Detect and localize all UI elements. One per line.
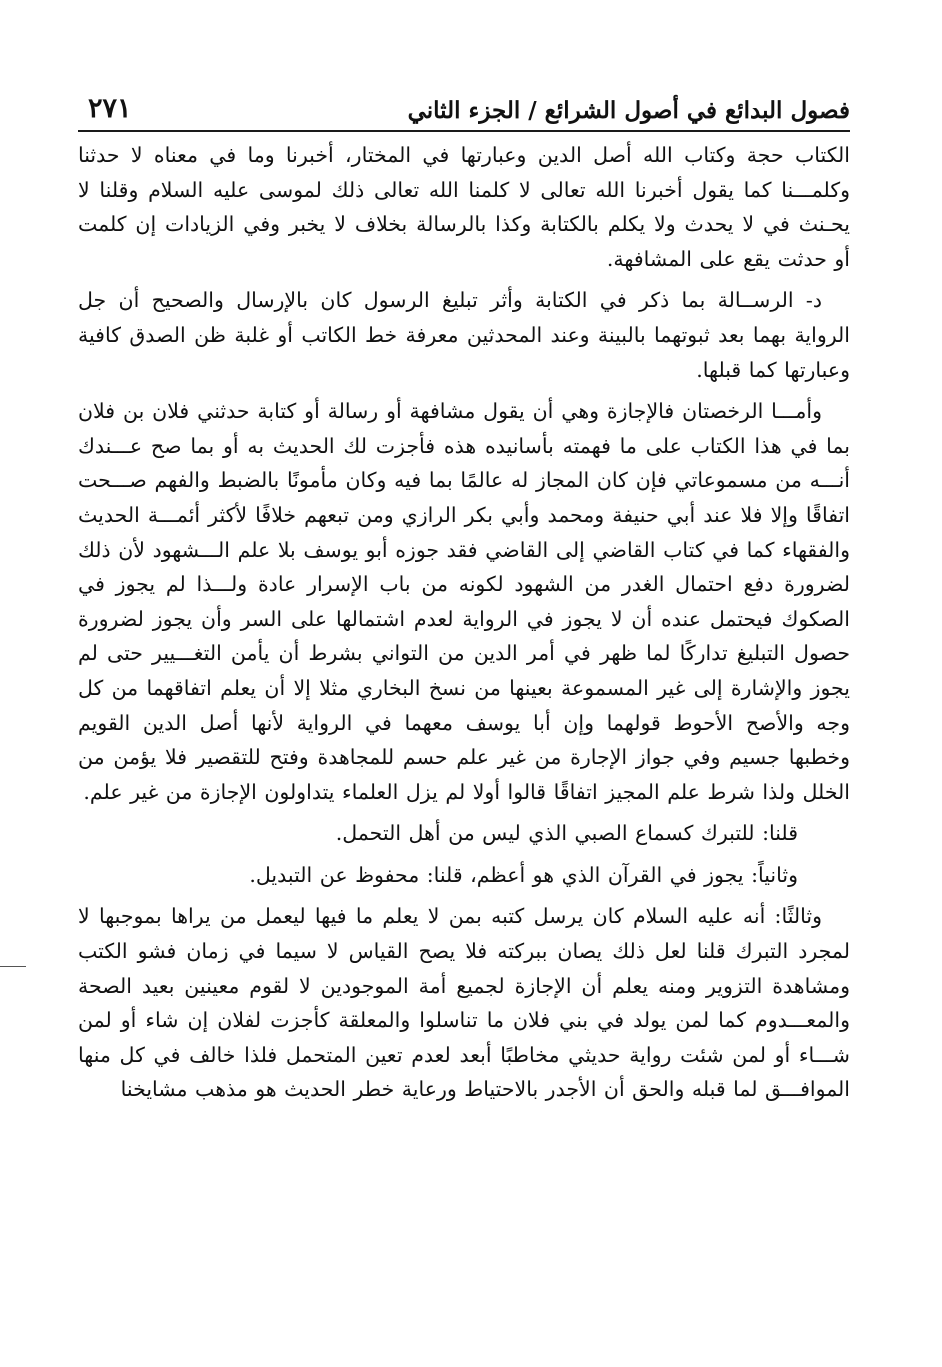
page-number: ٢٧١ — [88, 93, 132, 124]
paragraph-1: الكتاب حجة وكتاب الله أصل الدين وعبارتها في المختار، أخبرنا وما في معناه لا حدثنا وكلمـــنا كما يقول أخبرنا الله تعالى لا كلمنا الله تعالى ذلك لموسى عليه السلام وقلنا لا يحـنث في لا يحدث ولا يكلم بالكتابة وكذا بالرسالة بخلاف لا يخبر وفي الزيادات إن كلمت أو حدثت يقع على المشافهة. — [78, 143, 850, 271]
body-text — [78, 132, 850, 1107]
page — [78, 86, 850, 1356]
margin-rule — [0, 966, 26, 967]
paragraph-2: د- الرســالة بما ذكر في الكتابة وأثر تبليغ الرسول كان بالإرسال والصحيح أن جل الرواية بهما بعد ثبوتهما بالبينة وعند المحدثين معرفة خط الكاتب أو غلبة ظن الصدق كافية وعبارتها كما قبلها. — [78, 288, 850, 382]
page-header — [78, 86, 850, 132]
paragraph-3: وأمـــا الرخصتان فالإجازة وهي أن يقول مشافهة أو رسالة أو كتابة حدثني فلان بن فلان بما في هذا الكتاب على ما فهمته بأسانيده هذه فأجزت لك الحديث به أو بما صح عـــندك أنـــه من مسموعاتي فإن كان المجاز له عالمًا بما فيه وكان مأمونًا بالضبط والفهم صـــحت اتفاقًا وإلا فلا عند أبي حنيفة ومحمد وأبي بكر الرازي ومن تبعهم خلافًا لأكثر أئمـــة الحديث والفقهاء كما في كتاب القاضي إلى القاضي فقد جوزه أبو يوسف بلا علم الـــشهود لأن ذلك لضرورة دفع احتمال الغدر من الشهود لكونه من باب الإسرار عادة ولـــذا لم يجوز في الصكوك فيحتمل عنده أن لا يجوز في الرواية لعدم اشتمالها على السر وأن يجوز لضرورة حصول التبليغ تداركًا لما ظهر في أمر الدين من التواني بشرط أن يأمن التغـــيير حتى لم يجوز والإشارة إلى غير المسموعة بعينها من نسخ البخاري مثلا إلا أن يعلم اتفاقهما من كل وجه والأصح الأحوط قولهما وإن أبا يوسف معهما في الرواية لأنها أصل الدين القويم وخطبها جسيم وفي جواز الإجارة من غير علم حسم للمجاهدة وفتح للتقصير فلا يؤمن من الخلل ولذا شرط علم المجيز اتفاقًا قالوا أولا لم يزل العلماء يتداولون الإجازة من غير علم. — [78, 399, 850, 804]
paragraph-6: وثالثًا: أنه عليه السلام كان يرسل كتبه بمن لا يعلم ما فيها ليعمل من يراها بموجبها لا لمجرد التبرك قلنا لعل ذلك يصان ببركته فلا يصح القياس لا سيما في زمان فشو الكتب ومشاهدة التزوير ومنه يعلم أن الإجازة لجميع أمة الموجودين لا لقوم معينين بعيد الصحة والمعـــدوم كما لمن يولد في بني فلان ما تناسلوا والمعلقة كأجزت لفلان إن شاء أو لمن شـــاء أو لمن شئت رواية حديثي مخاطبًا أبعد لعدم تعين المتحمل فلذا خالف في كل منها الموافـــق لما قبله والحق أن الأجدر بالاحتياط ورعاية خطر الحديث هو مذهب مشايخنا — [78, 904, 850, 1102]
running-title: فصول البدائع في أصول الشرائع / الجزء الثاني — [407, 97, 850, 124]
paragraph-4: قلنا: للتبرك كسماع الصبي الذي ليس من أهل التحمل. — [335, 821, 798, 846]
paragraph-5: وثانياً: يجوز في القرآن الذي هو أعظم، قلنا: محفوظ عن التبديل. — [249, 862, 798, 887]
